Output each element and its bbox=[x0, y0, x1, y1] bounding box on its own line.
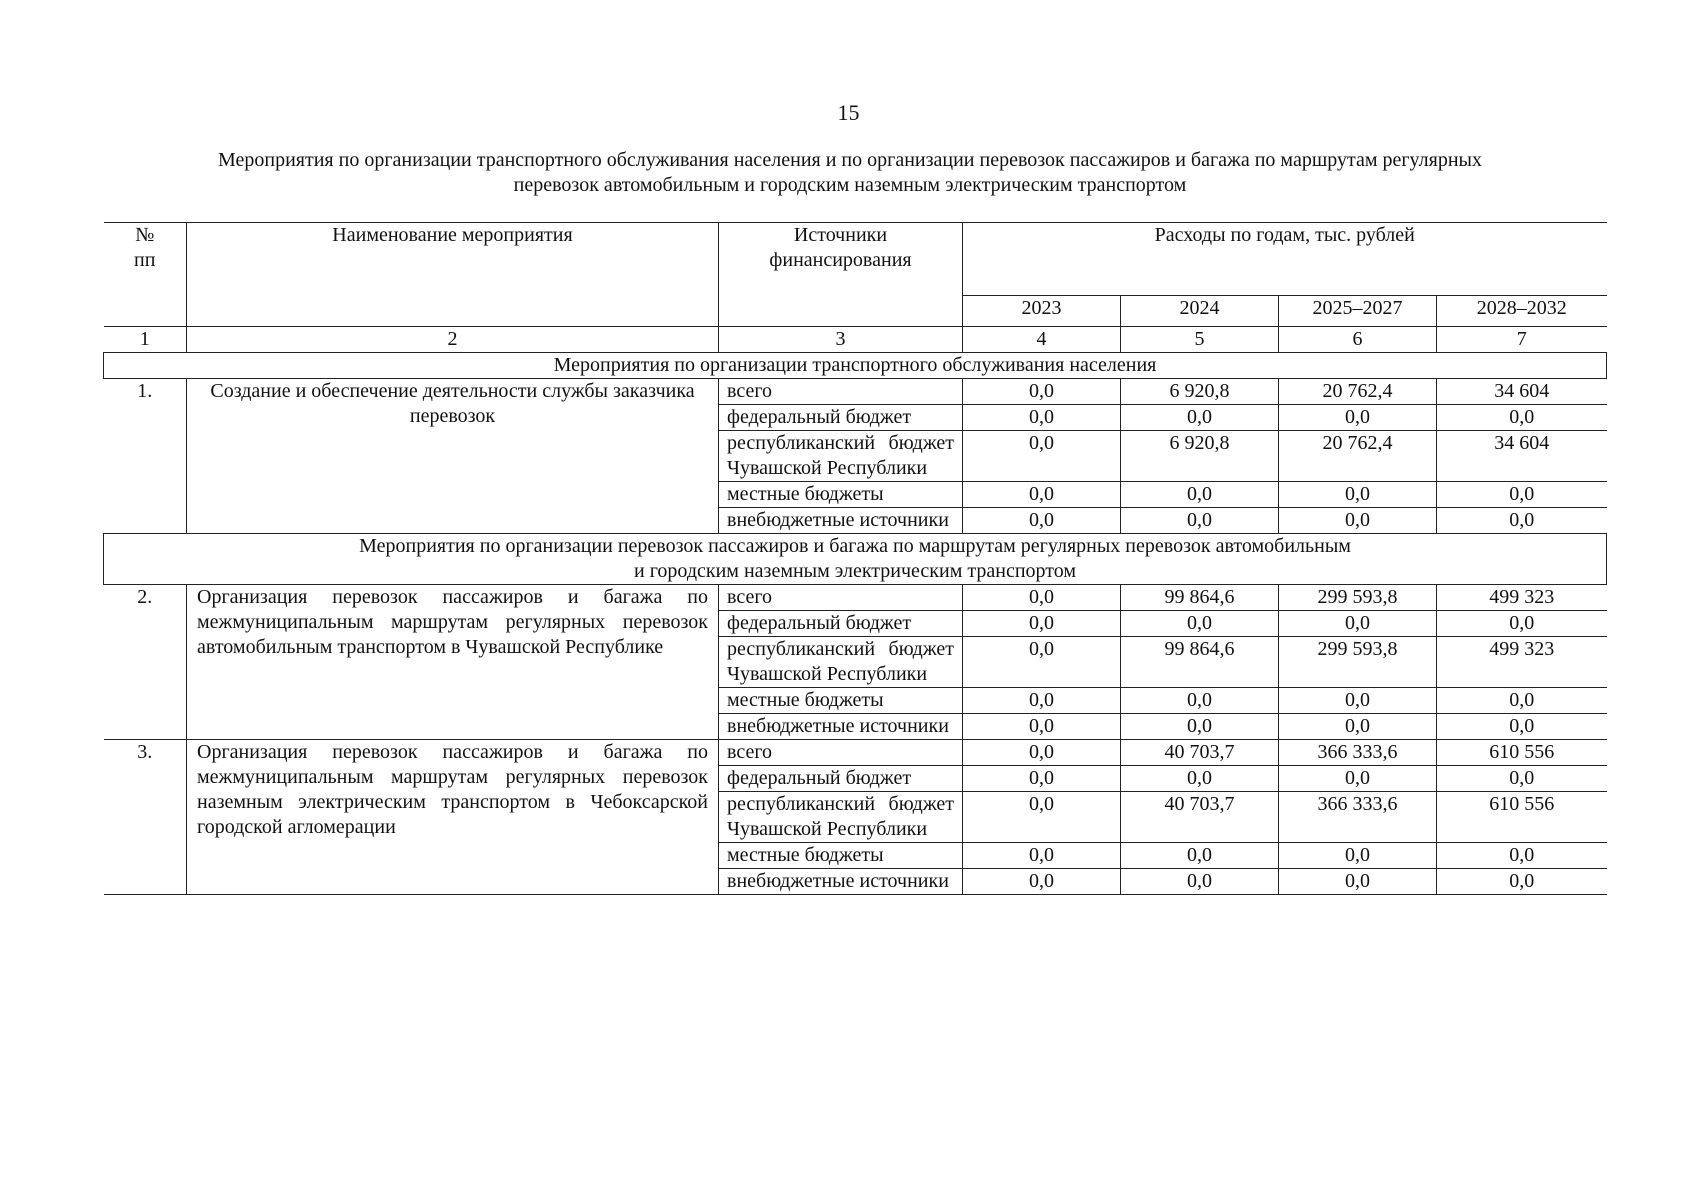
value-cell: 0,0 bbox=[1279, 405, 1437, 431]
section-heading bbox=[104, 534, 1607, 585]
value-cell: 0,0 bbox=[963, 766, 1121, 792]
value-cell: 0,0 bbox=[1437, 611, 1607, 637]
value-cell: 0,0 bbox=[1121, 611, 1279, 637]
section-heading-line: Мероприятия по организации перевозок пассажиров и багажа по маршрутам регулярных перевозок автомобильным bbox=[359, 535, 1351, 557]
value-cell: 499 323 bbox=[1437, 585, 1607, 611]
title-line: перевозок автомобильным и городским наземным электрическим транспортом bbox=[513, 174, 1187, 196]
value-cell: 366 333,6 bbox=[1279, 740, 1437, 766]
value-cell: 0,0 bbox=[963, 379, 1121, 405]
column-index: 6 bbox=[1279, 327, 1437, 353]
header-year: 2024 bbox=[1121, 296, 1279, 327]
title-line: Мероприятия по организации транспортного обслуживания населения и по организации перевозок пассажиров и багажа по маршрутам регулярных bbox=[217, 149, 1482, 171]
value-cell: 610 556 bbox=[1437, 792, 1607, 843]
funding-source: внебюджетные источники bbox=[719, 508, 963, 534]
value-cell: 0,0 bbox=[1437, 405, 1607, 431]
funding-source: федеральный бюджет bbox=[719, 766, 963, 792]
value-cell: 0,0 bbox=[1279, 714, 1437, 740]
funding-source: внебюджетные источники bbox=[719, 869, 963, 895]
value-cell: 99 864,6 bbox=[1121, 585, 1279, 611]
value-cell: 34 604 bbox=[1437, 431, 1607, 482]
funding-source: местные бюджеты bbox=[719, 688, 963, 714]
section-heading-line: Мероприятия по организации транспортного обслуживания населения bbox=[553, 354, 1157, 376]
value-cell: 0,0 bbox=[1121, 869, 1279, 895]
funding-source: республиканский бюджет Чувашской Республики bbox=[719, 637, 963, 688]
value-cell: 40 703,7 bbox=[1121, 740, 1279, 766]
value-cell: 299 593,8 bbox=[1279, 585, 1437, 611]
item-number: 2. bbox=[104, 585, 187, 740]
item-number: 3. bbox=[104, 740, 187, 895]
value-cell: 0,0 bbox=[963, 869, 1121, 895]
funding-source: всего bbox=[719, 585, 963, 611]
value-cell: 610 556 bbox=[1437, 740, 1607, 766]
value-cell: 20 762,4 bbox=[1279, 431, 1437, 482]
value-cell: 0,0 bbox=[963, 637, 1121, 688]
value-cell: 0,0 bbox=[1279, 611, 1437, 637]
value-cell: 0,0 bbox=[963, 508, 1121, 534]
value-cell: 0,0 bbox=[1437, 508, 1607, 534]
value-cell: 0,0 bbox=[963, 740, 1121, 766]
value-cell: 0,0 bbox=[963, 714, 1121, 740]
header-name: Наименование мероприятия bbox=[187, 223, 719, 327]
item-name: Организация перевозок пассажиров и багажа по межмуниципальным маршрутам регулярных перевозок наземным электрическим транспортом в Чебоксарской городской агломерации bbox=[187, 740, 719, 895]
column-index: 1 bbox=[104, 327, 187, 353]
funding-source: всего bbox=[719, 379, 963, 405]
value-cell: 0,0 bbox=[1437, 766, 1607, 792]
value-cell: 0,0 bbox=[1121, 482, 1279, 508]
value-cell: 0,0 bbox=[963, 431, 1121, 482]
value-cell: 0,0 bbox=[1121, 405, 1279, 431]
header-num: № пп bbox=[104, 223, 187, 327]
value-cell: 0,0 bbox=[1121, 766, 1279, 792]
value-cell: 0,0 bbox=[963, 843, 1121, 869]
section-heading-line: и городским наземным электрическим транспортом bbox=[634, 560, 1077, 582]
funding-source: республиканский бюджет Чувашской Республики bbox=[719, 792, 963, 843]
column-index: 7 bbox=[1437, 327, 1607, 353]
value-cell: 0,0 bbox=[963, 585, 1121, 611]
item-number: 1. bbox=[104, 379, 187, 534]
value-cell: 0,0 bbox=[1437, 688, 1607, 714]
header-year: 2025–2027 bbox=[1279, 296, 1437, 327]
value-cell: 0,0 bbox=[1279, 508, 1437, 534]
item-name: Организация перевозок пассажиров и багажа по межмуниципальным маршрутам регулярных перевозок автомобильным транспортом в Чувашской Республике bbox=[187, 585, 719, 740]
value-cell: 40 703,7 bbox=[1121, 792, 1279, 843]
value-cell: 499 323 bbox=[1437, 637, 1607, 688]
header-year: 2023 bbox=[963, 296, 1121, 327]
value-cell: 299 593,8 bbox=[1279, 637, 1437, 688]
document-title bbox=[120, 148, 1580, 198]
value-cell: 0,0 bbox=[1121, 508, 1279, 534]
value-cell: 0,0 bbox=[1437, 714, 1607, 740]
header-source: Источники финансирования bbox=[719, 223, 963, 327]
expenses-table bbox=[103, 222, 1607, 895]
value-cell: 366 333,6 bbox=[1279, 792, 1437, 843]
value-cell: 0,0 bbox=[963, 792, 1121, 843]
value-cell: 0,0 bbox=[1279, 766, 1437, 792]
value-cell: 0,0 bbox=[1437, 843, 1607, 869]
value-cell: 0,0 bbox=[963, 482, 1121, 508]
funding-source: федеральный бюджет bbox=[719, 405, 963, 431]
column-index: 5 bbox=[1121, 327, 1279, 353]
value-cell: 6 920,8 bbox=[1121, 379, 1279, 405]
value-cell: 0,0 bbox=[963, 405, 1121, 431]
value-cell: 6 920,8 bbox=[1121, 431, 1279, 482]
value-cell: 0,0 bbox=[1279, 869, 1437, 895]
value-cell: 0,0 bbox=[963, 611, 1121, 637]
funding-source: республиканский бюджет Чувашской Республики bbox=[719, 431, 963, 482]
value-cell: 0,0 bbox=[1437, 482, 1607, 508]
column-index: 2 bbox=[187, 327, 719, 353]
value-cell: 0,0 bbox=[1279, 482, 1437, 508]
funding-source: местные бюджеты bbox=[719, 843, 963, 869]
value-cell: 0,0 bbox=[1437, 869, 1607, 895]
funding-source: внебюджетные источники bbox=[719, 714, 963, 740]
value-cell: 20 762,4 bbox=[1279, 379, 1437, 405]
item-name: Создание и обеспечение деятельности службы заказчика перевозок bbox=[187, 379, 719, 534]
funding-source: федеральный бюджет bbox=[719, 611, 963, 637]
column-index: 3 bbox=[719, 327, 963, 353]
value-cell: 0,0 bbox=[1121, 714, 1279, 740]
column-index: 4 bbox=[963, 327, 1121, 353]
funding-source: местные бюджеты bbox=[719, 482, 963, 508]
value-cell: 0,0 bbox=[1121, 688, 1279, 714]
value-cell: 99 864,6 bbox=[1121, 637, 1279, 688]
value-cell: 0,0 bbox=[963, 688, 1121, 714]
value-cell: 0,0 bbox=[1121, 843, 1279, 869]
section-heading bbox=[104, 353, 1607, 379]
value-cell: 0,0 bbox=[1279, 843, 1437, 869]
value-cell: 34 604 bbox=[1437, 379, 1607, 405]
value-cell: 0,0 bbox=[1279, 688, 1437, 714]
funding-source: всего bbox=[719, 740, 963, 766]
header-year: 2028–2032 bbox=[1437, 296, 1607, 327]
page-number: 15 bbox=[837, 100, 860, 125]
header-expenses: Расходы по годам, тыс. рублей bbox=[963, 223, 1607, 296]
